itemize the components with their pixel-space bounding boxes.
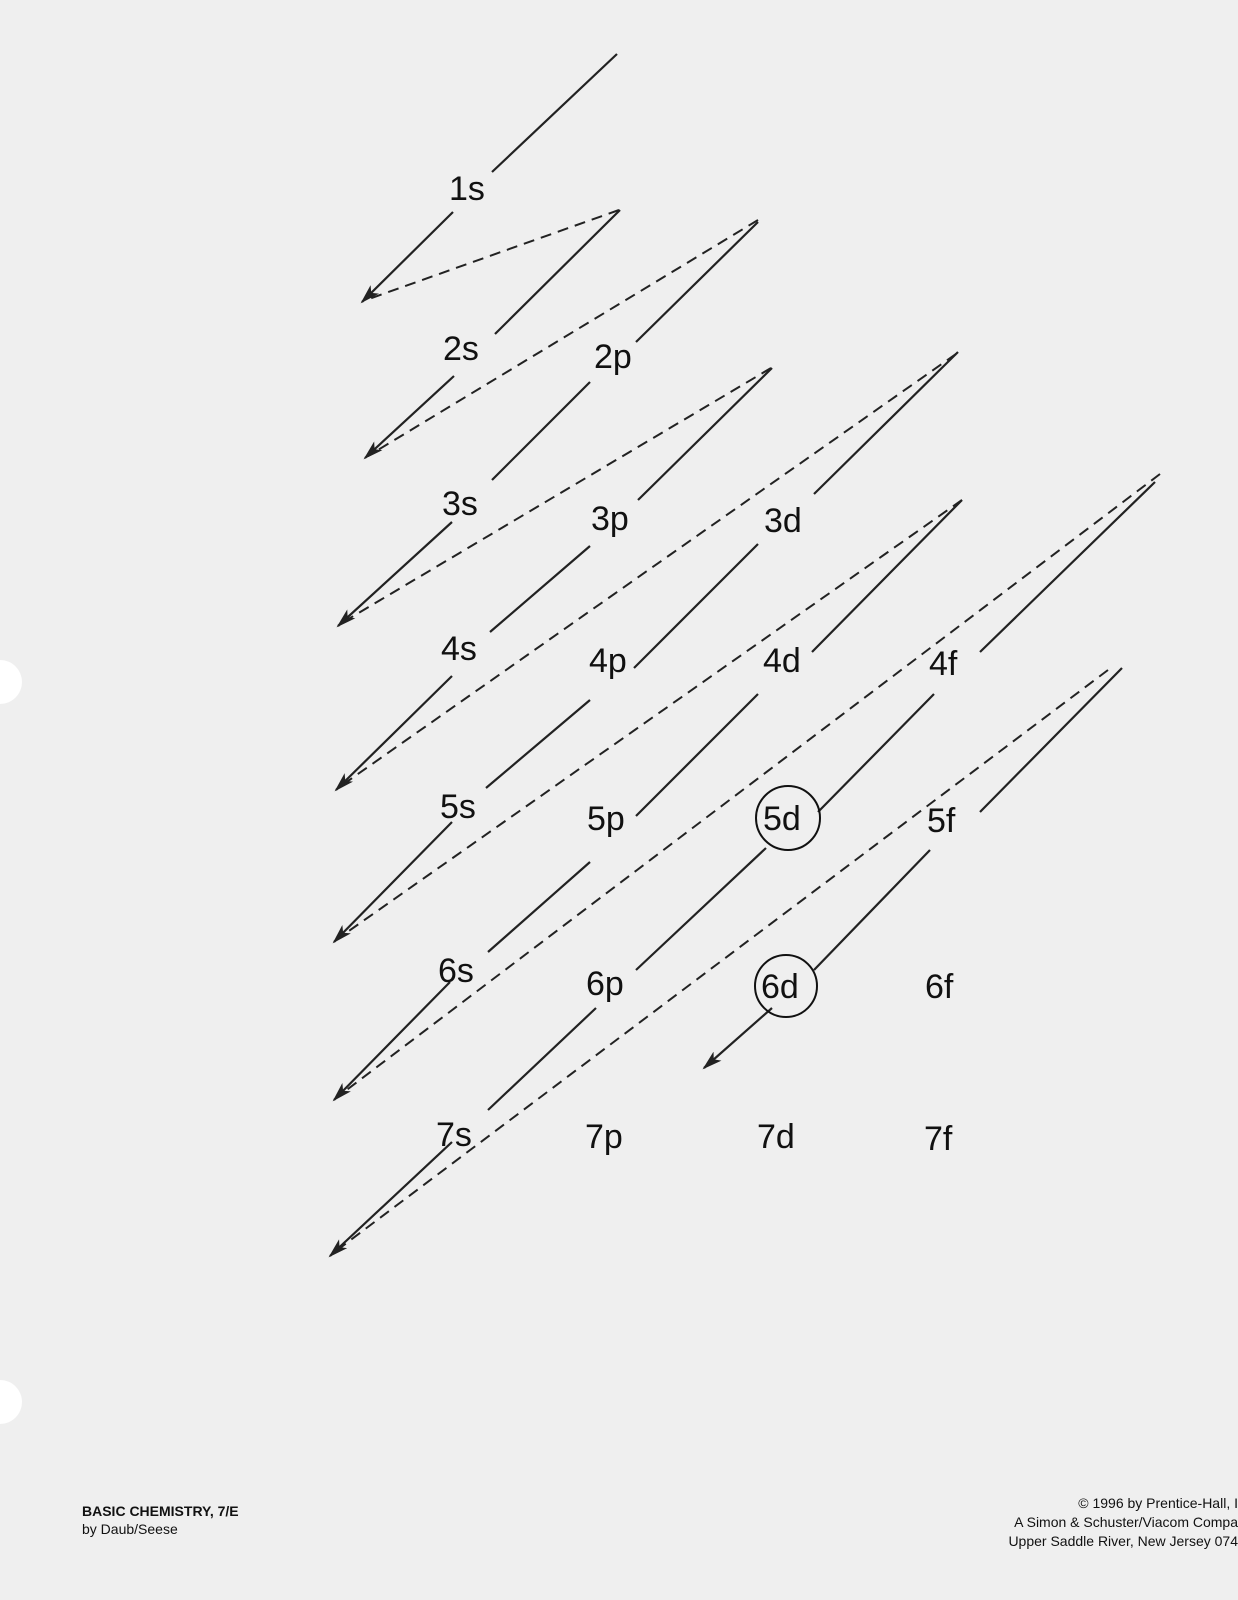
dash-6s — [336, 500, 962, 940]
orbital-label: 5s — [440, 788, 476, 826]
dash-7s — [336, 474, 1160, 1098]
arrow-2s — [365, 210, 620, 458]
arrow-4d-5s — [334, 352, 958, 942]
orbital-label: 1s — [449, 170, 485, 208]
orbital-labels — [436, 170, 958, 1158]
dash-2s — [366, 210, 619, 300]
orbital-label: 3p — [591, 500, 629, 538]
orbital-label: 7f — [924, 1120, 953, 1158]
orbital-label: 7d — [757, 1118, 795, 1156]
orbital-label: 5f — [927, 802, 956, 840]
dash-3s — [368, 220, 758, 456]
publisher-line: A Simon & Schuster/Viacom Compa — [1014, 1514, 1238, 1530]
orbital-label: 4p — [589, 642, 627, 680]
orbital-label: 6p — [586, 965, 624, 1003]
arrow-1s — [362, 54, 617, 302]
address-line: Upper Saddle River, New Jersey 074 — [1008, 1533, 1238, 1549]
orbital-label: 7s — [436, 1116, 472, 1154]
orbital-label: 6f — [925, 968, 954, 1006]
orbital-label: 4d — [763, 642, 801, 680]
arrow-3d-4s — [336, 368, 772, 790]
orbital-label: 4f — [929, 645, 958, 683]
book-title: BASIC CHEMISTRY, 7/E — [82, 1503, 239, 1519]
book-authors: by Daub/Seese — [82, 1521, 178, 1537]
orbital-label: 3d — [764, 502, 802, 540]
dash-4s — [340, 368, 771, 624]
orbital-label: 2p — [594, 338, 632, 376]
orbital-label: 3s — [442, 485, 478, 523]
orbital-label: 5p — [587, 800, 625, 838]
orbital-label: 2s — [443, 330, 479, 368]
arrow-6f-6d — [704, 668, 1122, 1068]
arrow-4f-6s — [334, 500, 962, 1100]
book-credit — [82, 1502, 239, 1538]
orbital-label: 6d — [761, 968, 799, 1006]
copyright-line: © 1996 by Prentice-Hall, I — [1078, 1495, 1238, 1511]
orbital-label: 6s — [438, 952, 474, 990]
orbital-label: 7p — [585, 1118, 623, 1156]
copyright-notice — [948, 1494, 1238, 1551]
orbital-label: 4s — [441, 630, 477, 668]
orbital-label: 5d — [763, 800, 801, 838]
